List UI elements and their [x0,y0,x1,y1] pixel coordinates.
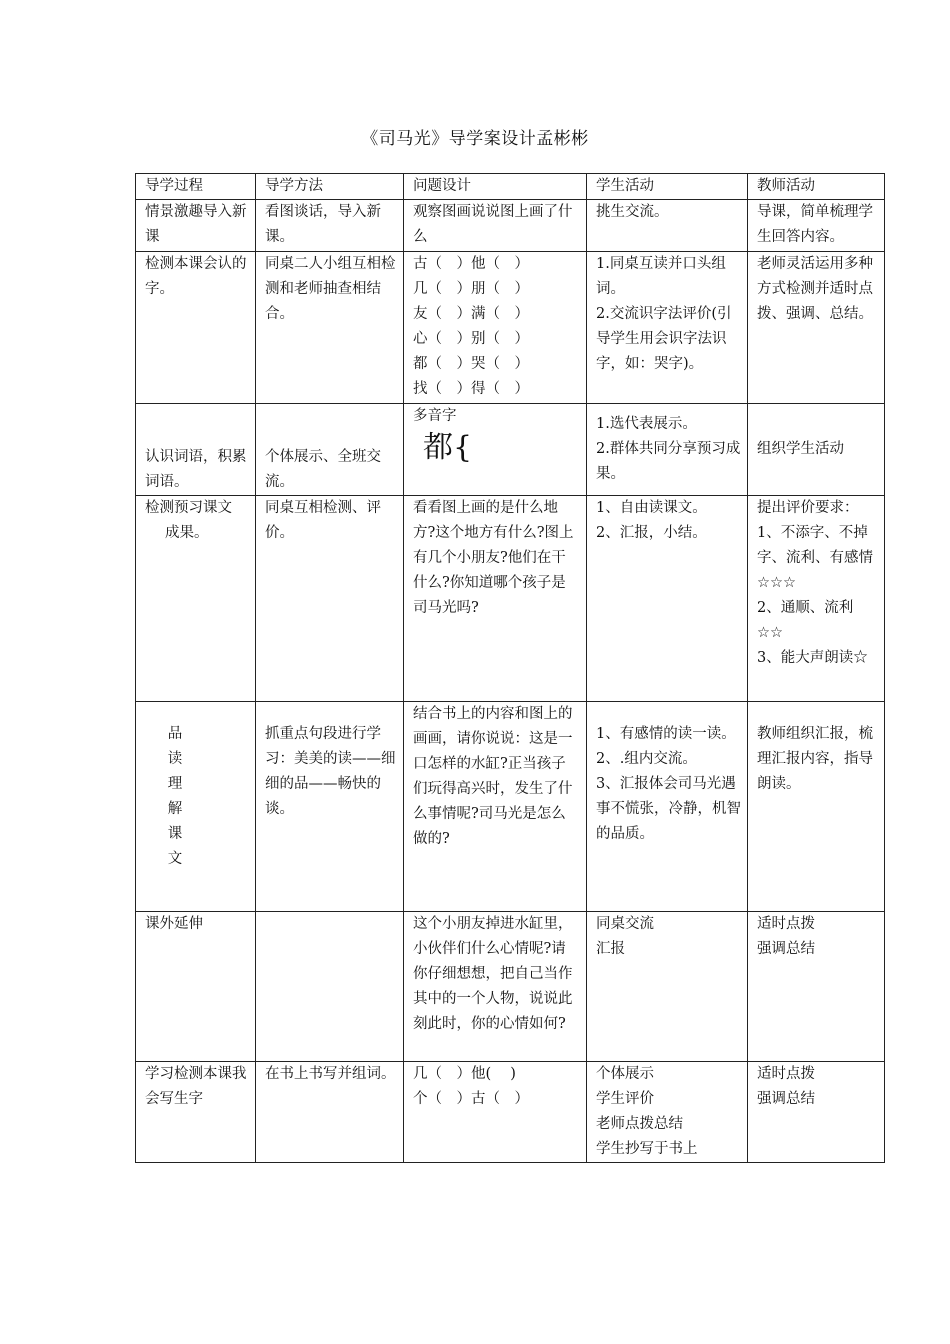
student-cell [587,702,748,912]
header-process: 导学过程 [136,174,256,200]
process-char: 读 [167,751,183,767]
teacher-cell [748,702,885,912]
teacher-text: 教师组织汇报，梳理汇报内容，指导朗读。 [757,726,873,792]
process-char: 解 [167,801,183,817]
header-student: 学生活动 [587,174,748,200]
polyphone-character: 都{ [423,430,473,465]
question-cell [404,404,587,496]
header-question: 问题设计 [404,174,587,200]
process-cell [136,496,256,702]
student-cell: 同桌交流 汇报 [587,912,748,1062]
teacher-cell: 适时点拨 强调总结 [748,1062,885,1163]
process-cell: 学习检测本课我会写生字 [136,1062,256,1163]
table-row [136,912,885,1062]
table-row [136,1062,885,1163]
header-method: 导学方法 [256,174,404,200]
student-cell: 1.选代表展示。 2.群体共同分享预习成果。 [587,404,748,496]
question-cell: 结合书上的内容和图上的画画，请你说说：这是一口怎样的水缸?正当孩子们玩得高兴时，发生了什么事情呢?司马光是怎么做的? [404,702,587,912]
header-row [136,174,885,200]
process-cell: 检测本课会认的字。 [136,252,256,404]
method-cell [256,702,404,912]
table-row [136,702,885,912]
process-char: 品 [167,726,183,742]
header-teacher: 教师活动 [748,174,885,200]
student-cell: 挑生交流。 [587,200,748,252]
method-cell: 同桌二人小组互相检测和老师抽查相结合。 [256,252,404,404]
table-row [136,496,885,702]
teacher-cell: 组织学生活动 [748,404,885,496]
table-row [136,252,885,404]
method-cell: 看图谈话，导入新课。 [256,200,404,252]
process-line: 成果。 [165,525,209,541]
student-cell: 1.同桌互读并口头组词。 2.交流识字法评价(引导学生用会识字法识字，如：哭字)。 [587,252,748,404]
question-cell: 观察图画说说图上画了什么 [404,200,587,252]
process-line: 检测预习课文 [145,500,232,516]
method-cell [256,912,404,1062]
question-cell: 古（ ）他（ ） 几（ ）朋（ ） 友（ ）满（ ） 心（ ）别（ ） 都（ ）哭（ ） 找（ ）得（ ） [404,252,587,404]
process-cell: 课外延伸 [136,912,256,1062]
process-cell: 情景激趣导入新课 [136,200,256,252]
method-cell: 个体展示、全班交流。 [256,404,404,496]
question-cell: 这个小朋友掉进水缸里，小伙伴们什么心情呢?请你仔细想想，把自己当作其中的一个人物，说说此刻此时，你的心情如何? [404,912,587,1062]
document-title: 《司马光》导学案设计孟彬彬 [361,129,589,149]
process-char: 文 [167,851,183,867]
process-char: 课 [167,826,183,842]
polyphone-label: 多音字 [413,408,457,424]
method-cell: 在书上书写并组词。 [256,1062,404,1163]
teacher-cell: 提出评价要求： 1、不添字、不掉字、流利、有感情 ☆☆☆ 2、通顺、流利 ☆☆ 3、能大声朗读☆ [748,496,885,702]
student-text: 1、有感情的读一读。 2、.组内交流。 3、汇报体会司马光遇事不慌张，冷静，机智的品质。 [596,726,741,842]
lesson-plan-table [135,173,885,1163]
process-cell: 认识词语，积累词语。 [136,404,256,496]
teacher-cell: 导课，简单梳理学生回答内容。 [748,200,885,252]
student-cell: 1、自由读课文。 2、汇报，小结。 [587,496,748,702]
teacher-cell: 老师灵活运用多种方式检测并适时点拨、强调、总结。 [748,252,885,404]
table-row [136,404,885,496]
process-cell [136,702,256,912]
teacher-cell: 适时点拨 强调总结 [748,912,885,1062]
table-row [136,200,885,252]
student-cell: 个体展示 学生评价 老师点拨总结 学生抄写于书上 [587,1062,748,1163]
question-cell: 几（ ）他( ) 个（ ）古（ ） [404,1062,587,1163]
method-cell: 同桌互相检测、评价。 [256,496,404,702]
method-text: 抓重点句段进行学习：美美的读——细细的品——畅快的谈。 [265,726,396,817]
process-char: 理 [167,776,183,792]
question-cell: 看看图上画的是什么地方?这个地方有什么?图上有几个小朋友?他们在干什么?你知道哪个孩子是司马光吗? [404,496,587,702]
